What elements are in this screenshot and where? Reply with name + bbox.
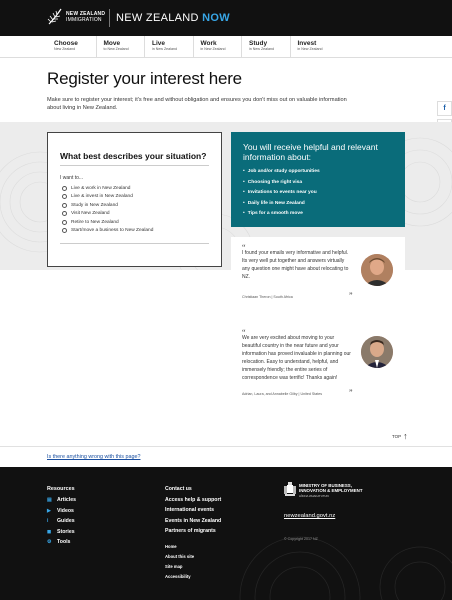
avatar [361,336,393,368]
benefit-item: • Daily life in New Zealand [243,199,393,210]
question-prompt: I want to... [60,175,84,181]
nav-item-choose[interactable]: Choose New Zealand [54,40,78,51]
content-divider [0,446,452,447]
benefits-card [231,132,405,227]
nav-divider [0,57,452,58]
footer-link-home[interactable]: Home [165,543,177,549]
footer-link-help[interactable]: Access help & support [165,496,222,503]
testimonial-author: Adrian, Laura, and Annabelle Gilby | United States [242,392,323,396]
nav-item-study[interactable]: Study in New Zealand [241,36,290,57]
option-live-work[interactable]: Live & work in New Zealand [62,184,153,193]
form-bottom-divider [60,243,209,244]
footer-link-guides[interactable]: i Guides [47,516,76,527]
radio-button[interactable] [62,228,67,233]
document-icon: ▤ [47,497,52,503]
report-problem-link[interactable]: Is there anything wrong with this page? [47,454,141,460]
option-visit[interactable]: Visit New Zealand [62,210,153,219]
intro-text: Make sure to register your interest; it's free and without obligation and ensures you don't miss out on valuable information about living in New Zealand. [47,97,347,111]
play-icon: ▶ [47,507,51,514]
back-to-top-link[interactable]: TOP ↑ [392,431,408,441]
resources-heading: Resources [47,486,75,492]
gear-icon: ⚙ [47,539,52,545]
footer-link-about[interactable]: About this site [165,553,195,559]
coat-of-arms-icon [284,482,296,497]
footer-link-contact[interactable]: Contact us [165,486,192,492]
nav-item-invest[interactable]: Invest in New Zealand [290,36,339,57]
nav-item-move[interactable]: Move to New Zealand [96,36,145,57]
testimonial-text: I found your emails very informative and helpful. Its very well put together and answers virtually any question one might have about relocating to NZ. [242,250,349,280]
footer-link-articles[interactable]: ▤ Articles [47,495,76,506]
speech-bubble-icon: ◼ [47,528,52,535]
situation-form-card [47,132,222,267]
benefit-item: • Choosing the right visa [243,178,393,189]
close-quote-icon: ” [349,388,353,397]
open-quote-icon: “ [242,243,246,252]
footer-link-stories[interactable]: ◼ Stories [47,527,76,538]
situation-options [62,184,153,235]
benefits-title: You will receive helpful and relevant information about: [243,142,378,162]
option-live-invest[interactable]: Live & invest in New Zealand [62,193,153,202]
benefit-item: • Tips for a smooth move [243,209,393,220]
footer-link-videos[interactable]: ▶ Videos [47,506,76,517]
govt-link[interactable]: newzealand.govt.nz [284,513,336,519]
radio-button[interactable] [62,186,67,191]
logo-divider [109,9,110,27]
testimonial-text: We are very excited about moving to your beautiful country in the near future and your information has proved invaluable in planning our relocation. Easy to understand, helpful, and immensely friendly; the entire series of correspondence was terrific! Thanks again! [242,335,351,381]
radio-button[interactable] [62,220,67,225]
radio-button[interactable] [62,194,67,199]
immigration-logo-text[interactable]: NEW ZEALAND IMMIGRATION [66,11,106,23]
question-title: What best describes your situation? [60,151,207,161]
footer-link-international-events[interactable]: International events [165,507,215,513]
radio-button[interactable] [62,211,67,216]
close-quote-icon: ” [349,291,353,300]
copyright-text: © Copyright 2017 NZ [284,537,318,541]
testimonial-card [231,322,405,404]
footer-links [165,484,221,583]
top-bar [0,0,452,36]
facebook-icon[interactable]: f [437,101,452,116]
page-title: Register your interest here [47,69,242,88]
option-retire[interactable]: Retire to New Zealand [62,218,153,227]
benefit-item: • Job and/or study opportunities [243,167,393,178]
info-icon: i [47,518,49,524]
nav-item-work[interactable]: Work in New Zealand [193,36,242,57]
footer-link-tools[interactable]: ⚙ Tools [47,537,76,548]
footer-link-sitemap[interactable]: Site map [165,564,183,570]
arrow-up-icon: ↑ [403,431,408,441]
footer-link-partners[interactable]: Partners of migrants [165,528,216,534]
question-divider [60,165,209,166]
benefits-list [243,167,393,220]
open-quote-icon: “ [242,328,246,337]
radio-button[interactable] [62,203,67,208]
testimonial-author: Christiaan Theron | South Africa [242,295,293,299]
footer-resources [47,484,76,548]
fern-logo-icon[interactable] [47,8,63,26]
testimonial-card [231,237,405,307]
nav-item-live[interactable]: Live in New Zealand [144,36,193,57]
avatar [361,254,393,286]
footer-link-accessibility[interactable]: Accessibility [165,574,191,580]
footer-link-nz-events[interactable]: Events in New Zealand [165,517,222,524]
option-study[interactable]: Study in New Zealand [62,201,153,210]
option-business[interactable]: Start/move a business to New Zealand [62,227,153,236]
footer: Resources ▤ Articles ▶ Videos i Guides ◼ Stories ⚙ Tools Contact us Access help & support International events Events in New Zealand Partners of migrants Home About this site Site map Accessibility MINISTRY OF BUSINESS, INNOVATION & EMPLOYMENT HĪKINA WHAKATUTUKI newzealand.govt.nz © Copyright 2017 NZ [0,467,452,600]
brand-title[interactable]: NEW ZEALAND NOW [116,12,230,24]
benefit-item: • Invitations to events near you [243,188,393,199]
main-nav [47,36,338,57]
